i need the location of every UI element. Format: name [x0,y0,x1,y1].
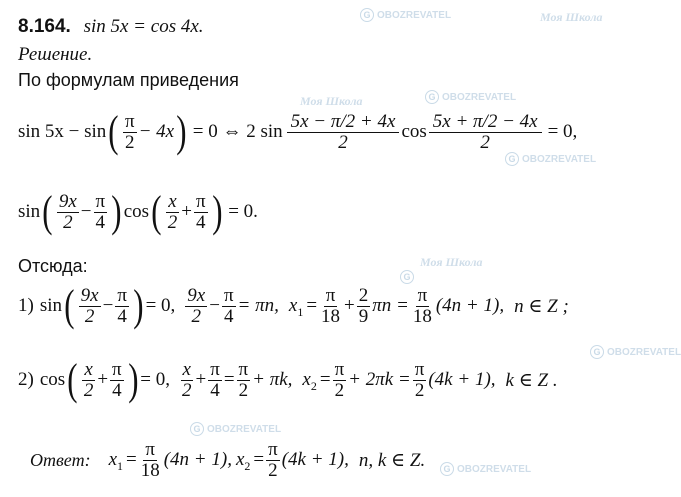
intro-text: По формулам приведения [18,70,239,90]
tail: (4n + 1), [435,295,505,316]
frac-num: π [117,284,127,306]
eq-zero: = 0, [145,295,176,316]
eq-zero: = 0, [140,369,170,390]
frac-num: x [168,190,177,212]
equation-1 [18,107,578,156]
frac-den: 18 [412,305,432,327]
frac-den: 2 [480,131,490,153]
frac-num: 9x [58,190,77,212]
paren-open: ( [42,187,53,236]
subscript: 2 [310,378,317,393]
fraction [79,286,101,327]
frac-den: 2 [84,305,95,327]
case1-sin: sin [39,295,63,316]
logo-circle-icon: G [360,8,374,22]
fraction [82,360,96,401]
paren-open: ( [151,187,162,236]
frac-den: 2 [167,211,178,233]
fraction [115,286,129,327]
eq1-lhs: sin 5x − sin [18,121,107,142]
op: + [195,369,207,390]
logo-circle-icon: G [505,152,519,166]
op: + [344,295,355,316]
frac-den: 4 [117,305,127,327]
frac-den: 2 [414,379,425,401]
case-label: 2) [18,369,34,390]
frac-num: π [112,358,122,380]
frac-num: π [124,110,135,132]
frac-num: 5x + π/2 − 4x [429,112,542,133]
watermark: G OBOZREVATEL [425,90,516,104]
eq1-cos: cos [401,121,427,142]
frac-den: 2 [238,379,249,401]
frac-num: π [334,358,345,380]
fraction [222,286,236,327]
frac-den: 4 [112,379,122,401]
fraction [319,286,342,327]
answer [30,440,425,481]
fraction [139,440,162,481]
frac-num: π [223,284,234,306]
domain: n, k ∈ Z. [358,449,426,471]
solution-label: Решение. [18,44,93,65]
fraction [185,286,207,327]
op: = [126,449,137,471]
fraction [287,112,400,153]
subscript: 1 [297,304,304,319]
paren-open: ( [67,355,78,404]
watermark: Моя Школа [300,94,363,108]
pik: + πk, [252,369,293,390]
subscript: 1 [117,458,123,473]
watermark: G OBOZREVATEL [505,152,596,166]
op: = [253,449,265,471]
op: − [209,295,220,316]
paren-close: ) [127,355,139,404]
case-2 [18,355,558,404]
logo-circle-icon: G [190,422,204,436]
case2-cos: cos [39,369,66,390]
frac-den: 18 [321,305,341,327]
tail: (4k + 1), [428,369,496,390]
var-x: x [235,449,245,471]
fraction [123,112,137,153]
fraction [413,360,427,401]
two-pik: + 2πk = [348,369,411,390]
problem-equation: sin 5x = cos 4x. [83,16,204,37]
frac-num: π [145,439,156,460]
paren-close: ) [211,187,223,236]
paren-close: ) [111,187,122,236]
frac-den: 4 [224,305,234,327]
frac-num: π [417,284,428,306]
op: − [80,201,92,222]
op: + [181,201,192,222]
watermark [400,270,414,284]
frac-den: 2 [63,211,73,233]
frac-num: 9x [187,284,206,306]
tail: (4n + 1), [163,449,232,471]
fraction [429,112,542,153]
watermark: G OBOZREVATEL [440,462,531,476]
frac-num: 5x − π/2 + 4x [287,112,400,133]
fraction [237,360,251,401]
var-x: x [302,369,311,390]
frac-num: π [325,284,336,306]
watermark: G OBOZREVATEL [590,345,681,359]
logo-circle-icon: G [440,462,454,476]
fraction [357,286,371,327]
frac-den: 9 [358,305,369,327]
frac-num: π [268,439,278,460]
fraction [194,192,208,233]
fraction [411,286,434,327]
logo-circle-icon: G [425,90,439,104]
frac-den: 2 [125,131,135,153]
eq2-cos: cos [123,201,150,222]
frac-num: π [95,190,106,212]
watermark: G OBOZREVATEL [360,8,451,22]
op: − [102,295,114,316]
frac-num: 2 [358,284,369,306]
var-x: x [288,295,298,316]
eq1-end: = 0, [547,121,578,142]
eq-pin: = πn, [237,295,279,316]
frac-num: π [195,190,206,212]
fraction [333,360,347,401]
watermark: Моя Школа [420,255,483,269]
domain: n ∈ Z ; [514,295,569,317]
op: = [223,369,235,390]
frac-den: 2 [182,379,192,401]
logo-circle-icon: G [590,345,604,359]
frac-den: 2 [338,131,348,153]
var-x: x [108,449,117,471]
tail: (4k + 1), [281,449,349,471]
frac-num: x [182,358,191,380]
frac-den: 4 [210,379,220,401]
paren-open: ( [64,281,75,330]
watermark: G OBOZREVATEL [190,422,281,436]
op: = [306,295,318,316]
logo-circle-icon: G [400,270,414,284]
problem-header [18,16,204,38]
hence-label: Отсюда: [18,256,88,276]
equation-2 [18,187,258,236]
paren-open: ( [108,107,119,156]
frac-den: 2 [268,459,278,481]
problem-number: 8.164. [18,16,71,37]
eq1-inner-rest: − 4x [138,121,175,142]
frac-num: π [210,358,220,380]
case-1 [18,281,569,330]
frac-den: 2 [334,379,345,401]
frac-num: π [238,358,249,380]
eq2-end: = 0. [228,201,258,222]
eq2-sin: sin [18,201,41,222]
frac-den: 18 [140,459,160,481]
frac-den: 2 [83,379,94,401]
subscript: 2 [244,458,251,473]
frac-den: 4 [196,211,206,233]
op: = [319,369,331,390]
fraction [57,192,79,233]
fraction [110,360,124,401]
frac-num: π [414,358,425,380]
paren-close: ) [133,281,144,330]
paren-close: ) [176,107,187,156]
eq1-equiv: = 0 ⇔ 2 sin [192,121,283,142]
case-label: 1) [18,295,34,316]
fraction [180,360,194,401]
frac-num: 9x [80,284,99,306]
fraction [166,192,180,233]
frac-den: 2 [191,305,202,327]
pin: πn = [372,295,409,316]
answer-label: Ответ: [30,449,91,470]
frac-den: 4 [95,211,106,233]
op: + [97,369,109,390]
fraction [208,360,222,401]
fraction [94,192,108,233]
watermark: Моя Школа [540,10,603,24]
domain: k ∈ Z . [505,369,558,391]
frac-num: x [84,358,93,380]
fraction [266,440,280,481]
